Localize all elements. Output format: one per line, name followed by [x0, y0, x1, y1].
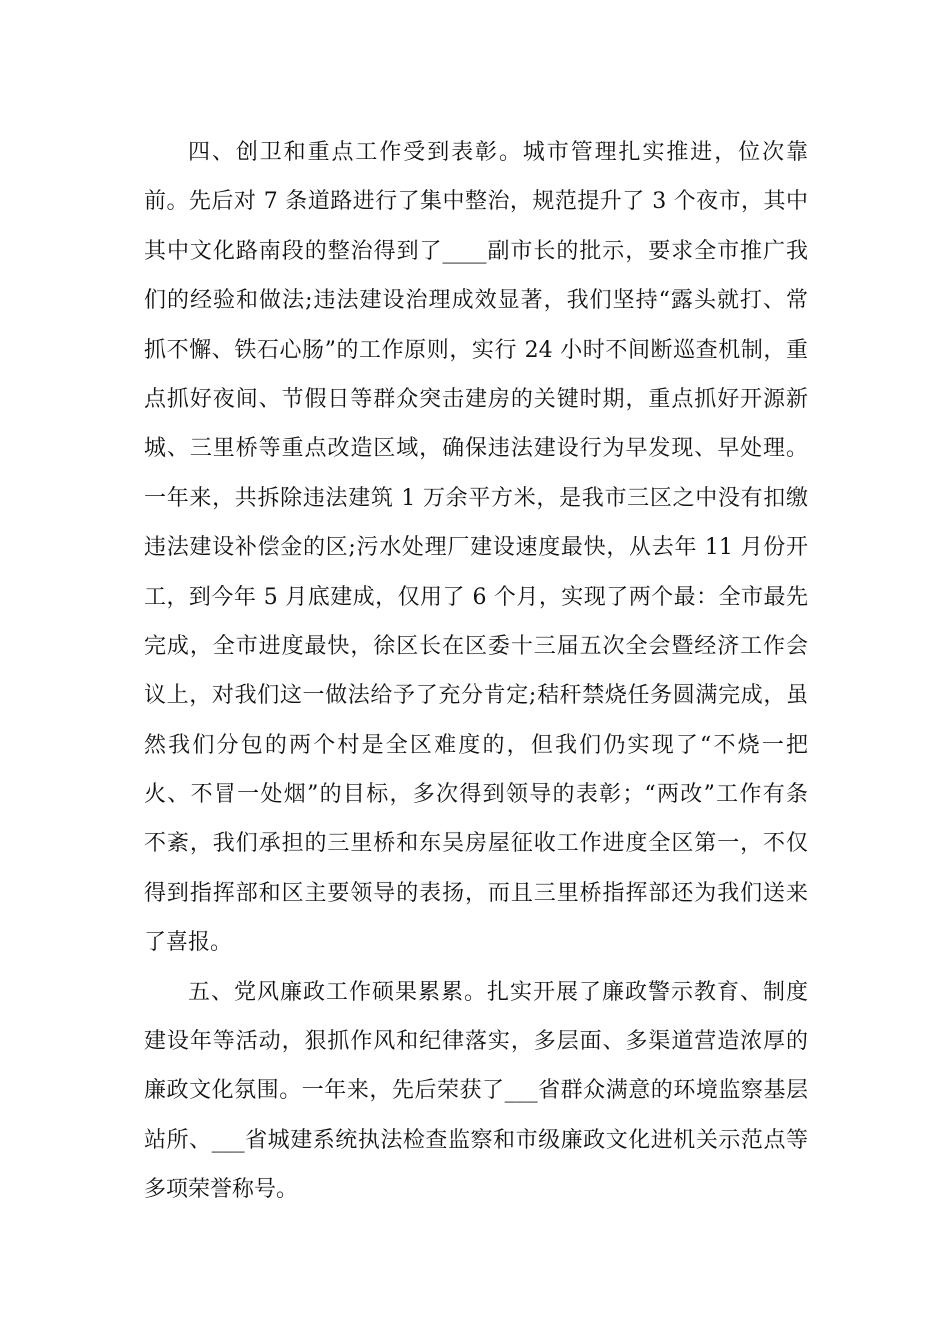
- text-line: 工，到今年 5 月底建成，仅用了 6 个月，实现了两个最：全市最先: [144, 584, 808, 610]
- text-line: 建设年等活动，狠抓作风和纪律落实，多层面、多渠道营造浓厚的: [144, 1029, 808, 1055]
- text-line: 了喜报。: [144, 930, 233, 956]
- text-line: 多项荣誉称号。: [144, 1177, 299, 1203]
- text-line: 抓不懈、铁石心肠”的工作原则，实行 24 小时不间断巡查机制，重: [144, 337, 808, 363]
- text-line: 一年来，共拆除违法建筑 1 万余平方米，是我市三区之中没有扣缴: [144, 485, 808, 511]
- text-line: 完成，全市进度最快，徐区长在区委十三届五次全会暨经济工作会: [144, 633, 808, 659]
- text-line: 火、不冒一处烟”的目标，多次得到领导的表彰；“两改”工作有条: [144, 782, 808, 808]
- paragraph-5-integrity: [144, 968, 808, 1215]
- text-line: 前。先后对 7 条道路进行了集中整治，规范提升了 3 个夜市，其中: [144, 189, 808, 215]
- text-line: 城、三里桥等重点改造区域，确保违法建设行为早发现、早处理。: [144, 436, 808, 462]
- document-body: [144, 128, 808, 1215]
- text-line: 们的经验和做法;违法建设治理成效显著，我们坚持“露头就打、常: [144, 288, 808, 314]
- text-line: 五、党风廉政工作硕果累累。扎实开展了廉政警示教育、制度: [188, 979, 808, 1005]
- text-line: 议上，对我们这一做法给予了充分肯定;秸秆禁烧任务圆满完成，虽: [144, 683, 808, 709]
- text-line: 其中文化路南段的整治得到了____副市长的批示，要求全市推广我: [144, 238, 808, 264]
- text-line: 然我们分包的两个村是全区难度的，但我们仍实现了“不烧一把: [144, 732, 808, 758]
- text-line: 违法建设补偿金的区;污水处理厂建设速度最快，从去年 11 月份开: [144, 535, 808, 561]
- text-line: 站所、___省城建系统执法检查监察和市级廉政文化进机关示范点等: [144, 1127, 808, 1153]
- text-line: 廉政文化氛围。一年来，先后荣获了___省群众满意的环境监察基层: [144, 1078, 808, 1104]
- text-line: 点抓好夜间、节假日等群众突击建房的关键时期，重点抓好开源新: [144, 386, 808, 412]
- text-line: 四、创卫和重点工作受到表彰。城市管理扎实推进，位次靠: [188, 140, 808, 165]
- paragraph-4-commendations: [144, 128, 808, 968]
- text-line: 不紊，我们承担的三里桥和东吴房屋征收工作进度全区第一，不仅: [144, 831, 808, 857]
- text-line: 得到指挥部和区主要领导的表扬，而且三里桥指挥部还为我们送来: [144, 880, 808, 906]
